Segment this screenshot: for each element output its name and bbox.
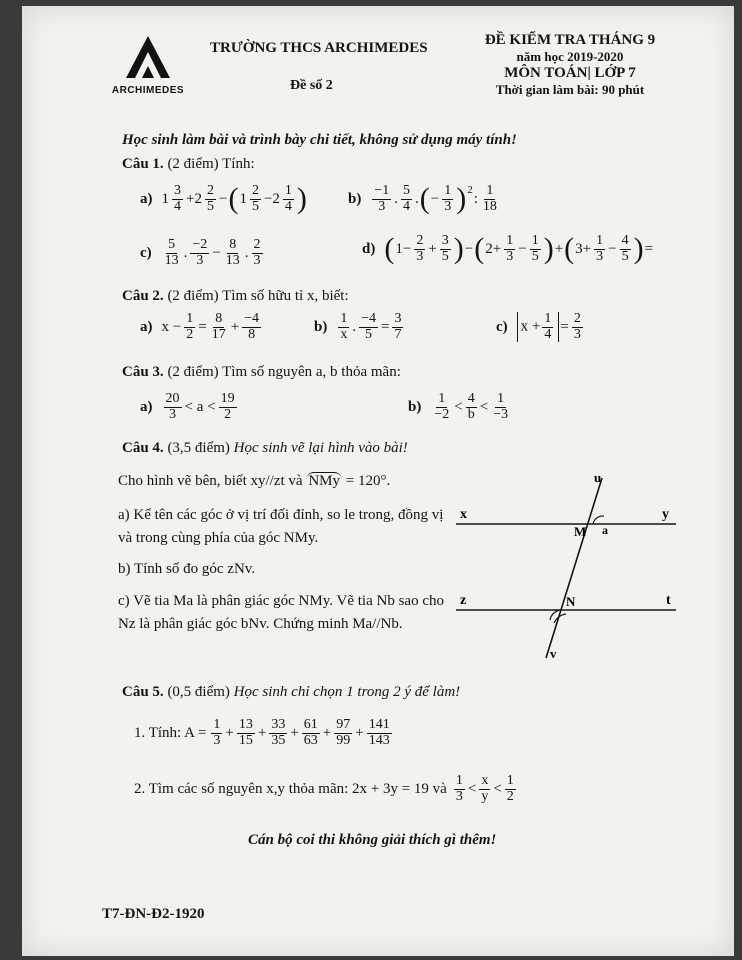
label-a: a [602,523,608,537]
exam-paper [22,6,734,956]
q5-item1-label: 1. Tính: A = [134,724,207,741]
angle-nmy: NMy [308,473,340,489]
exam-info [470,32,670,98]
q4-given: Cho hình vẽ bên, biết xy//zt và NMy = 120°. [118,473,391,489]
q1-d: d) ( 1− $\frac{2}{3}$ + $\frac{3}{5}$ ) − ( 2+ $\frac{1}{3}$ − $\frac{1}{5}$ ) + ( 3+ $\frac{1}{3}$ − $\frac{4}{5}$ ) = [362,232,654,266]
label-t: t [666,593,671,608]
q3-title: Câu 3. [122,364,164,380]
label-v: v [550,646,557,661]
instruction: Học sinh làm bài và trình bày chi tiết, không sử dụng máy tính! [122,132,517,148]
q3-b: b) $\frac{1}{-2}$ < $\frac{4}{b}$ < $\frac{1}{-3}$ [408,391,509,422]
q4-part-a: a) Kể tên các góc ở vị trí đối đỉnh, so le trong, đồng vị và trong cùng phía của góc NMy. [118,507,444,546]
label-z: z [460,593,467,608]
school-name: TRƯỜNG THCS ARCHIMEDES [210,40,428,56]
q2-b: b) $\frac{1}{x}$ . $\frac{-4}{5}$ = $\frac{3}{7}$ [314,311,402,342]
label-n: N [566,594,576,609]
q5-item2: 2. Tìm các số nguyên x,y thỏa mãn: 2x + 3y = 19 và $\frac{1}{3}$ < $\frac{x}{y}$ < $\frac{1}{2}$ [134,773,514,804]
q4-title: Câu 4. [122,440,164,456]
q2-heading [122,288,349,305]
footer-note: Cán bộ coi thi không giải thích gì thêm! [248,832,497,848]
q3-heading [122,364,401,381]
q1-points: (2 điểm) Tính: [167,156,255,172]
q3-points: (2 điểm) Tìm số nguyên a, b thỏa mãn: [167,364,401,380]
q4-heading [122,440,408,457]
q4-note: Học sinh vẽ lại hình vào bài! [233,440,408,456]
q1-b: b) $\frac{-1}{3}$ . $\frac{5}{4}$ . ( − $\frac{1}{3}$ ) 2 : $\frac{1}{18}$ [348,182,497,216]
q2-title: Câu 2. [122,288,164,304]
q2-c: c) x + $\frac{1}{4}$ = $\frac{2}{3}$ [496,311,581,342]
exam-title: ĐỀ KIỂM TRA THÁNG 9 [484,32,656,48]
time-limit: Thời gian làm bài: 90 phút [495,82,645,97]
q1-a: a) 1 $\frac{3}{4}$ +2 $\frac{2}{5}$ − ( 1 $\frac{2}{5}$ −2 $\frac{1}{4}$ ) [140,182,307,216]
label-y: y [662,507,669,522]
archimedes-a-icon [108,34,188,80]
label-u: u [594,470,602,485]
school-logo [108,34,188,96]
q5-item2-label: 2. Tìm các số nguyên x,y thỏa mãn: 2x + 3y = 19 và [134,780,447,797]
subject: MÔN TOÁN| LỚP 7 [504,65,636,81]
q4-part-c: c) Vẽ tia Ma là phân giác góc NMy. Vẽ tia Nb sao cho Nz là phân giác góc bNv. Chứng minh Ma//Nb. [118,593,444,632]
q1-heading [122,156,255,173]
exam-version: Đề số 2 [290,78,333,93]
exam-code: T7-ĐN-Đ2-1920 [102,906,205,922]
q5-note: Học sinh chỉ chọn 1 trong 2 ý để làm! [233,684,461,700]
q4-points: (3,5 điểm) [167,440,230,456]
q4-part-b: b) Tính số đo góc zNv. [118,561,256,577]
q5-heading [122,684,460,701]
q1-c: c) $\frac{5}{13}$ . $\frac{-2}{3}$ − $\frac{8}{13}$ . $\frac{2}{3}$ [140,237,261,268]
q2-points: (2 điểm) Tìm số hữu tỉ x, biết: [167,288,349,304]
q5-title: Câu 5. [122,684,164,700]
school-year: năm học 2019-2020 [516,49,624,64]
label-m: M [574,524,587,539]
logo-text: ARCHIMEDES [111,85,185,96]
q1-title: Câu 1. [122,156,164,172]
q3-a: a) $\frac{20}{3}$ < a < $\frac{19}{2}$ [140,391,235,422]
geometry-figure [454,468,680,664]
line-uv [546,478,602,658]
q5-item1: 1. Tính: A = $\frac{1}{3}$ + $\frac{13}{15}$ + $\frac{33}{35}$ + $\frac{61}{63}$ + $\frac{97}{99}$ + $\frac{141}{143}$ [134,717,390,748]
q5-points: (0,5 điểm) [167,684,230,700]
q2-a: a) x − $\frac{1}{2}$ = $\frac{8}{17}$ + $\frac{-4}{8}$ [140,311,260,342]
label-x: x [460,507,467,522]
